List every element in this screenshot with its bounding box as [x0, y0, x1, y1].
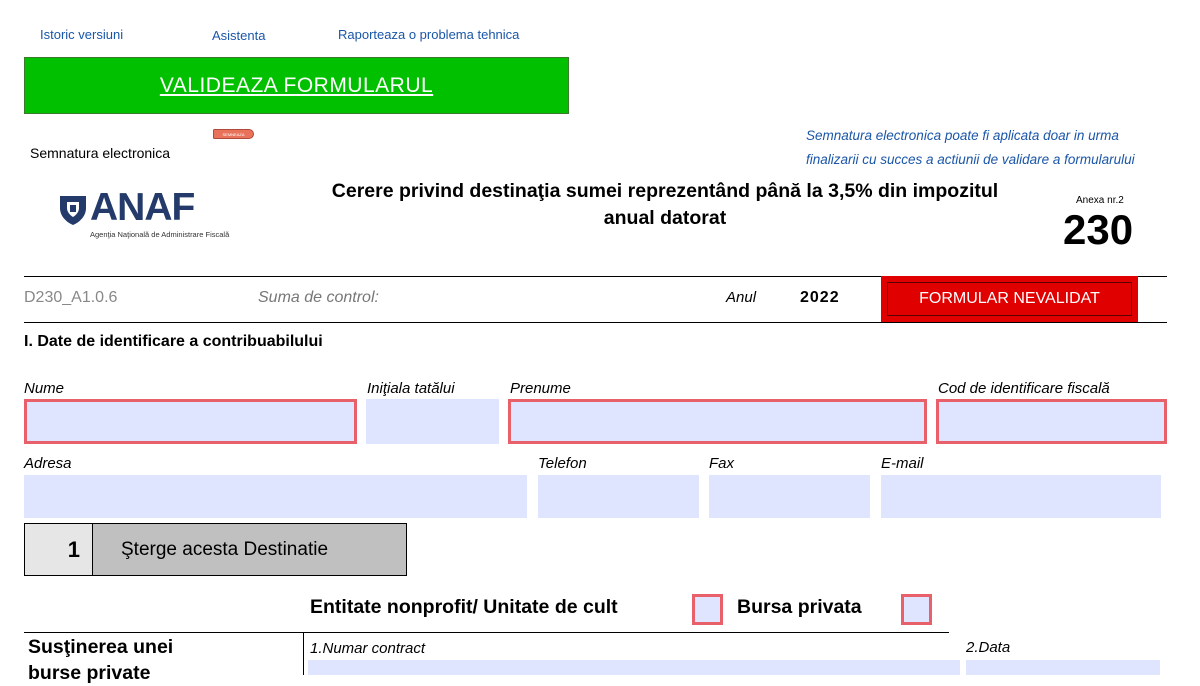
fax-label: Fax [709, 455, 735, 472]
email-label: E-mail [881, 455, 924, 472]
sign-button-label: SEMNEAZA [222, 131, 245, 137]
telefon-input[interactable] [538, 475, 699, 518]
prenume-label: Prenume [510, 380, 571, 397]
nonprofit-option-label: Entitate nonprofit/ Unitate de cult [310, 596, 618, 618]
nume-input[interactable] [24, 399, 357, 444]
sign-button[interactable] [213, 129, 254, 139]
signature-label: Semnatura electronica [30, 145, 171, 161]
contract-date-input[interactable] [966, 660, 1160, 675]
bursa-section-title [28, 634, 173, 686]
year-value: 2022 [800, 289, 840, 306]
telefon-label: Telefon [538, 455, 587, 472]
form-title-line1: Cerere privind destinaţia sumei reprezentând până la 3,5% din impozitul [331, 180, 999, 202]
form-status-badge [881, 276, 1138, 322]
annex-label: Anexa nr.2 [1076, 195, 1124, 206]
shield-icon [58, 194, 88, 226]
form-title [300, 178, 1030, 232]
form-number: 230 [1063, 206, 1134, 253]
contract-number-label: 1.Numar contract [310, 640, 426, 657]
adresa-input[interactable] [24, 475, 527, 518]
cif-input[interactable] [936, 399, 1167, 444]
destination-number [24, 523, 93, 576]
contract-number-input[interactable] [308, 660, 960, 675]
bursa-section-title-line2: burse private [28, 662, 151, 684]
anaf-logo [58, 186, 238, 244]
assistance-link[interactable]: Asistenta [212, 28, 266, 43]
divider-bottom [24, 322, 1167, 323]
destination-vertical-divider [303, 632, 304, 675]
form-status-text: FORMULAR NEVALIDAT [887, 282, 1132, 316]
bursa-section-title-line1: Susţinerea unei [28, 636, 174, 658]
destination-divider [24, 632, 949, 633]
version-history-link[interactable]: Istoric versiuni [40, 27, 124, 42]
initiala-label: Iniţiala tatălui [367, 380, 455, 397]
cif-label: Cod de identificare fiscală [938, 380, 1110, 397]
bursa-checkbox[interactable] [901, 594, 932, 625]
form-code: D230_A1.0.6 [24, 289, 118, 306]
destination-number-value: 1 [67, 536, 80, 562]
validate-form-label: VALIDEAZA FORMULARUL [159, 73, 434, 97]
checksum-label: Suma de control: [258, 289, 379, 306]
nonprofit-checkbox[interactable] [692, 594, 723, 625]
signature-note-line1: Semnatura electronica poate fi aplicata doar in urma [806, 128, 1119, 143]
anaf-logo-subtitle: Agenţia Naţională de Administrare Fiscală [90, 230, 230, 239]
section1-title: I. Date de identificare a contribuabilului [24, 333, 323, 350]
adresa-label: Adresa [24, 455, 72, 472]
form-title-line2: anual datorat [603, 207, 727, 229]
delete-destination-label: Şterge acesta Destinatie [121, 538, 329, 560]
email-input[interactable] [881, 475, 1161, 518]
initiala-input[interactable] [366, 399, 499, 444]
prenume-input[interactable] [508, 399, 927, 444]
validate-form-button[interactable] [24, 57, 569, 114]
year-label: Anul [726, 289, 757, 306]
bursa-option-label: Bursa privata [737, 596, 862, 618]
delete-destination-button[interactable] [92, 523, 407, 576]
report-problem-link[interactable]: Raporteaza o problema tehnica [338, 27, 520, 42]
signature-note-line2: finalizarii cu succes a actiunii de validare a formularului [806, 152, 1135, 167]
fax-input[interactable] [709, 475, 870, 518]
anaf-logo-text: ANAF [90, 186, 195, 229]
nume-label: Nume [24, 380, 65, 397]
contract-date-label: 2.Data [966, 639, 1011, 656]
